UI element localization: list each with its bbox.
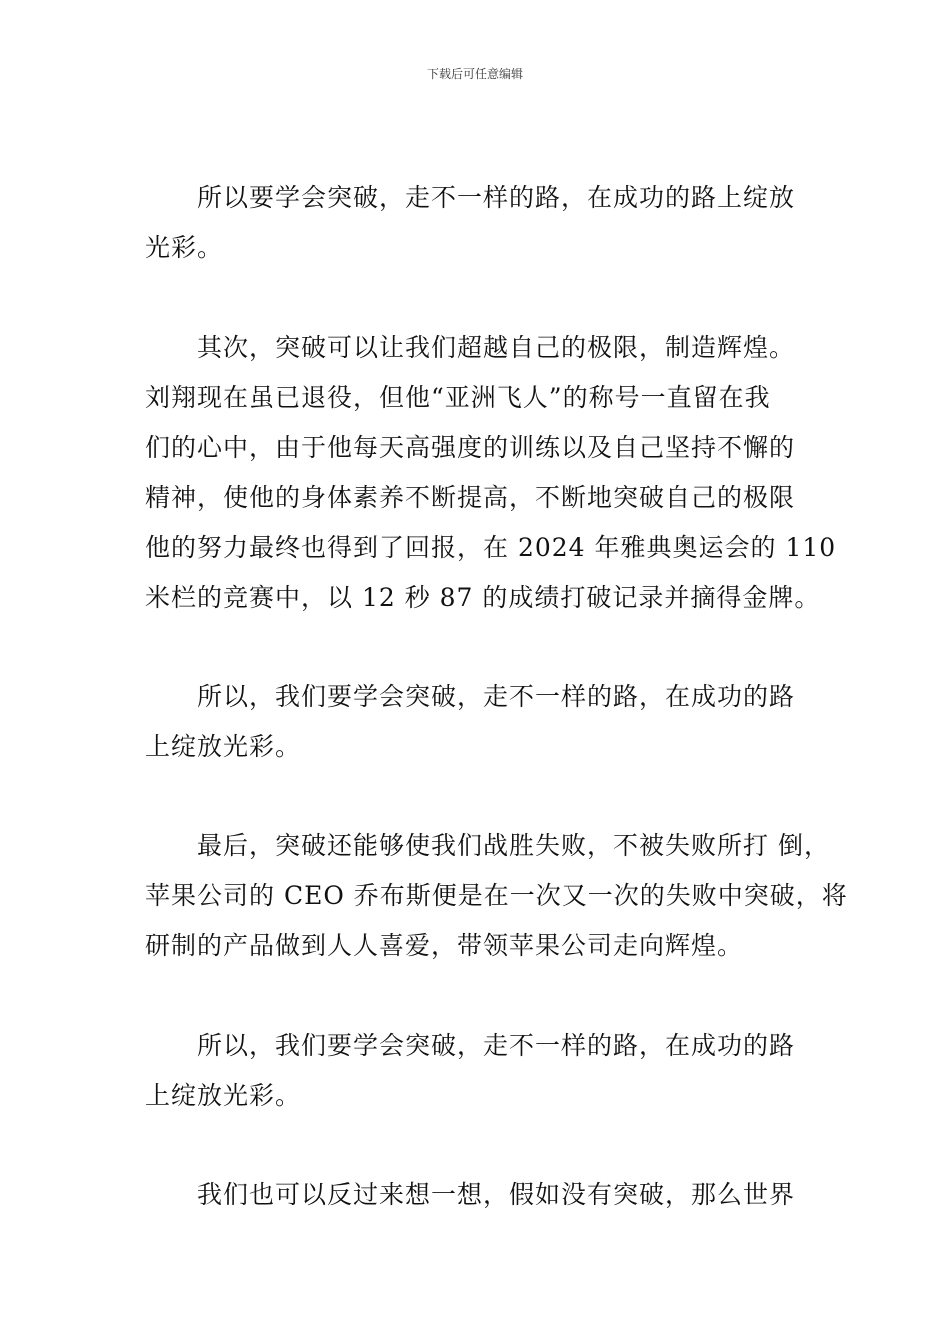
paragraph-line: 所以，我们要学会突破，走不一样的路，在成功的路 [197,1031,796,1060]
paragraph-line: 上绽放光彩。 [145,1081,302,1110]
paragraph-5 [145,1021,825,1121]
paragraph-line: 米栏的竞赛中，以 12 秒 87 的成绩打破记录并摘得金牌。 [145,583,821,612]
paragraph-line: 其次，突破可以让我们超越自己的极限，制造辉煌。 [197,333,796,362]
paragraph-1 [145,173,825,273]
page-header: 下载后可任意编辑 [426,67,523,81]
paragraph-line: 我们也可以反过来想一想，假如没有突破，那么世界 [197,1180,796,1209]
paragraph-line: 上绽放光彩。 [145,732,302,761]
paragraph-line: 们的心中，由于他每天高强度的训练以及自己坚持不懈的 [145,433,796,462]
paragraph-3 [145,672,825,772]
paragraph-4 [145,821,848,971]
paragraph-6 [145,1170,825,1220]
paragraph-2 [145,323,837,623]
paragraph-line: 刘翔现在虽已退役，但他“亚洲飞人”的称号一直留在我 [145,383,771,412]
paragraph-line: 光彩。 [145,233,224,262]
paragraph-line: 研制的产品做到人人喜爱，带领苹果公司走向辉煌。 [145,931,744,960]
paragraph-line: 所以，我们要学会突破，走不一样的路，在成功的路 [197,682,796,711]
paragraph-line: 苹果公司的 CEO 乔布斯便是在一次又一次的失败中突破，将 [145,881,848,910]
paragraph-line: 他的努力最终也得到了回报，在 2024 年雅典奥运会的 110 [145,533,837,562]
paragraph-line: 精神，使他的身体素养不断提高，不断地突破自己的极限 [145,483,796,512]
paragraph-line: 所以要学会突破，走不一样的路，在成功的路上绽放 [197,183,796,212]
paragraph-line: 最后，突破还能够使我们战胜失败，不被失败所打 倒， [197,831,830,860]
